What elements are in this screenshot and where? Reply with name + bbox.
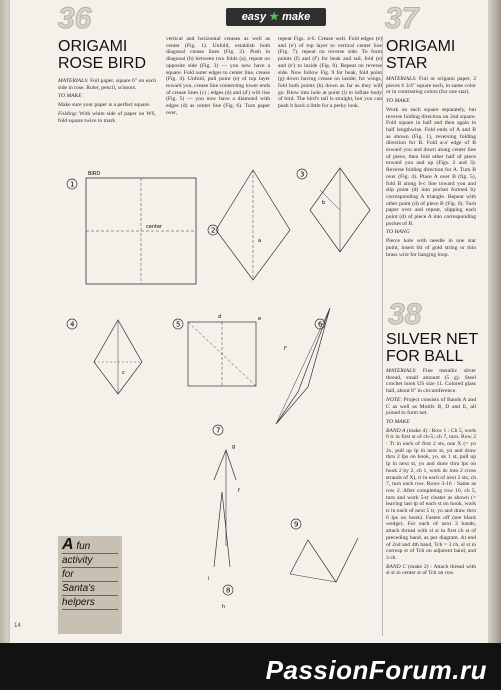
fig5-point-e: e: [258, 316, 262, 322]
fig2-point-a: a: [258, 238, 262, 244]
rose-bird-title: [58, 38, 146, 72]
banner-text-pre: easy: [241, 11, 270, 23]
fig8-point-i: i: [208, 576, 210, 582]
sidebar-line3: for: [62, 568, 118, 582]
folding-text: : With white side of paper on WS, fold square twice to mark: [58, 110, 156, 124]
fig7-number: 7: [216, 426, 221, 435]
materials-text: : Foil paper, square 6" on each side in rose. Ruler, pencil, scissors.: [58, 78, 156, 91]
fig7-outline: [214, 450, 236, 480]
fig9-base: [290, 574, 336, 582]
page-number: 14: [14, 623, 21, 629]
fig2-number: 2: [211, 226, 216, 235]
fun-activity-sidebar: [58, 536, 122, 634]
star-instructions: [386, 76, 476, 290]
banner-text-post: make: [279, 11, 311, 23]
star-title-line2: STAR: [386, 55, 428, 72]
folding-label: Folding: [58, 110, 76, 117]
sidebar-line1: A: [62, 536, 74, 553]
rose-bird-title-line2: ROSE BIRD: [58, 55, 147, 72]
fig7: [213, 425, 240, 546]
fig2: [208, 170, 290, 280]
fig6-center-line: [276, 308, 330, 424]
fig8-number: 8: [226, 586, 231, 595]
fig8-point-h: h: [222, 604, 226, 610]
fig9: [290, 519, 358, 582]
to-make-label: TO MAKE: [58, 93, 82, 100]
star-to-hang-text: Pierce hole with needle in one star point, insert bit of gold string or thin brass wire for hanging loop.: [386, 238, 476, 258]
watermark-text: PassionForum.ru: [265, 655, 487, 685]
net-note-text: : Project consists of Bands A and C as well as Motifs B, D and E, all joined to form net.: [386, 396, 476, 417]
fig9-bird-outline: [290, 538, 358, 582]
fig3-point-b: b: [322, 200, 326, 206]
fig4-number: 4: [70, 320, 75, 329]
fig5-point-d: d: [218, 314, 222, 320]
fig4: [67, 319, 142, 394]
fig5-number: 5: [176, 320, 181, 329]
star-to-make-label: TO MAKE: [386, 98, 410, 105]
band-a-text: (make 4) : Row 1 : Ch 5, work 6 tr in first st of ch-5; ch 7, turn. Row 2 : Tr in each of first 2 sts, one X (= yo 2x, pull up lp in next st, yo and draw thru 2 lps on hook, yo, sk 1 st, pull up lp in next st, yo and draw thru lps on hook 2 by 2, ch 1, work dc into 2 cross strands of X), tr in each of next 2 sts; ch 7, turn each row. Rows 3-16 : Same as row 2. After completing row 16, ch 5, turn and work 5-tr cluster as shown (= leaving last lp of each st on hook, work tr in each of next 5 tr, yo and draw thru 6 lps on hook). Fasten off (see black wedge). For each of next 3 bands, attach thread with sl st in first ch st of preceding band, as per diagram. At end of 2nd and 4th band, Tch = 3 ch, sl st in corresp st of Tch on adjacent band, and 3 ch.: [386, 427, 476, 561]
fig6: [276, 308, 330, 424]
materials-label: MATERIALS: [58, 78, 88, 84]
fig7-point-f: f: [238, 488, 240, 494]
silver-net-title: [386, 331, 478, 365]
fig4-point-c: c: [122, 370, 125, 376]
fig1-number: 1: [70, 180, 75, 189]
fig8: [208, 492, 233, 610]
rose-bird-instructions-col2: [166, 36, 270, 156]
silver-net-title-line2: FOR BALL: [386, 348, 464, 365]
sidebar-line5: helpers: [62, 596, 118, 610]
rose-bird-intro: [58, 78, 156, 148]
fig3: [297, 168, 370, 252]
star-to-hang-label: TO HANG: [386, 229, 410, 236]
column-rule: [382, 36, 383, 636]
star-to-make-text: Work on each square separately, but reverse folding direction on 2nd square. Fold square in half and then again in half lengthwise. Fold ends of A and B as shown (Fig. 1), reversing folding direction for B. Fold a-a' edge of B toward you and down along center line of piece, then fold other half of piece toward you and up (Figs. 2 and 3). Reverse folding direction for A. Turn B over (Fig. 4). Place A over B (fig. 5), fold B along b-c line toward you and slip point (d) into pocket formed by corresponding A triangle. Repeat with other point (d) of piece B (Fig. 6). Turn paper over and repeat, slipping each point (d) of piece A into corresponding pocket of B.: [386, 106, 476, 227]
to-make-text: Make sure your paper is a perfect square.: [58, 102, 151, 109]
easy-to-make-banner: [226, 8, 326, 26]
star-title-line1: ORIGAMI: [386, 38, 456, 55]
net-to-make-label: TO MAKE: [386, 418, 410, 425]
fig6-point-f: f': [284, 346, 288, 352]
fig8-outline: [214, 492, 230, 567]
band-c-label: BAND C: [386, 563, 407, 570]
sidebar-line4: Santa's: [62, 582, 118, 596]
band-c-text: (make 2) : Attach thread with sl st in center st of Tch on row: [386, 563, 476, 577]
star-icon: ★: [269, 11, 280, 23]
fig1: [67, 171, 196, 284]
sidebar-line2: activity: [62, 554, 118, 568]
net-materials-text: : Fine metallic silver thread, small amount (5 g). Steel crochet hook US size 11. Colored glass ball, about 8" in circumference.: [386, 368, 476, 395]
instructions-text-3: repeat Figs. 4-6. Crease well. Fold edges (e) and (e') of top layer to vertical center line (Fig. 7), repeat on reverse side. To form points (f) and (f') for beak and tail, fold (e) and (e') to inside (Fig. 8). Repeat on reverse side. Now follow Fig. 9 for beak, fold point (g) down having crease on inside; for wings, fold both points (h) down as far as they will go. Blow into hole at point (i) to inflate body of bird. The bird's tail is straight, but you can push it back a little for a perky look.: [278, 36, 382, 110]
net-note-label: NOTE: [386, 396, 401, 403]
fig9-number: 9: [294, 520, 299, 529]
silver-net-title-line1: SILVER NET: [386, 331, 479, 348]
article-number-37: 37: [385, 2, 419, 35]
fig7-point-g: g: [232, 444, 236, 450]
center-label: center: [146, 224, 163, 230]
net-materials-label: MATERIALS: [386, 368, 416, 374]
fig5: [173, 314, 261, 386]
sidebar-line1b: fun: [76, 541, 91, 552]
star-materials-text: : Foil or origami paper, 2 pieces 6 3/4" square each, in same color or in contrasting colors (for one star).: [386, 76, 476, 96]
silver-net-instructions: [386, 368, 476, 638]
fig6-number: 6: [318, 320, 323, 329]
star-materials-label: MATERIALS: [386, 76, 416, 82]
rose-bird-title-line1: ORIGAMI: [58, 38, 128, 55]
fig3-number: 3: [300, 170, 305, 179]
instructions-text-2: vertical and horizontal creases as well as center (Fig. 1). Unfold, establish both diagonal crease lines (Fig. 2). Push in diagonal (b) between two folds (a), repeat on opposite side (Fig. 3) — you now have a square. Fold outer edges to center line, crease (Fig. 4). Unfold, pull point (e) of top layer toward you, crease line connecting lower ends of crease lines (c) ; edges (d) and (d') will rise (Fig. 5) — you now have a diamond with edges (d) as center line (Fig. 6). Turn paper over,: [166, 36, 270, 116]
star-title: [386, 38, 455, 72]
bird-label: BIRD: [88, 171, 101, 177]
page-edge: [488, 0, 501, 643]
article-number-36: 36: [58, 2, 92, 35]
rose-bird-instructions-col3: [278, 36, 382, 156]
band-a-label: BAND A: [386, 427, 406, 434]
article-number-38: 38: [388, 298, 422, 331]
